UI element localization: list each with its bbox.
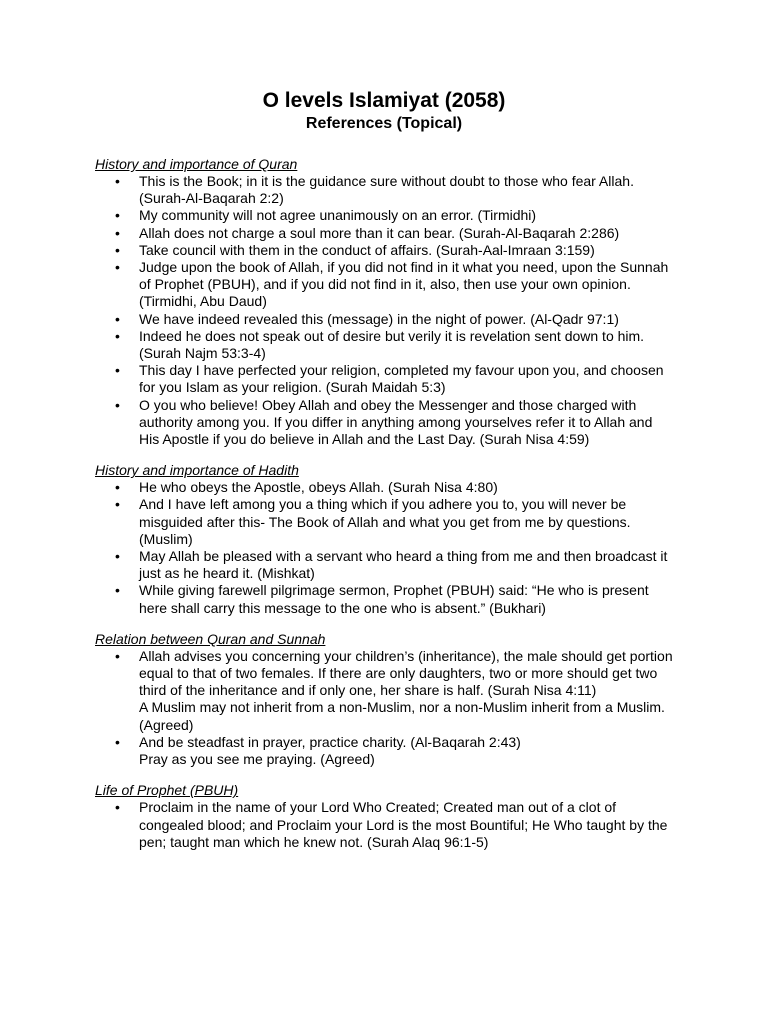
bullet-icon: •: [115, 259, 120, 276]
bullet-icon: •: [115, 548, 120, 565]
list-item-text: Judge upon the book of Allah, if you did not find in it what you need, upon the Sunnah of Prophet (PBUH), and if you did not find in it, also, then use your own opinion. (Tirmidhi, Abu Daud): [139, 259, 669, 310]
section: [95, 462, 675, 617]
bullet-icon: •: [115, 496, 120, 513]
list-item-text: Allah advises you concerning your children’s (inheritance), the male should get portion equal to that of two females. If there are only daughters, two or more should get two third of the inheritance and if only one, her share is half. (Surah Nisa 4:11): [139, 647, 673, 699]
list-item-text: Take council with them in the conduct of affairs. (Surah-Aal-Imraan 3:159): [139, 241, 595, 258]
list-item: [95, 479, 675, 496]
list-item-text: This is the Book; in it is the guidance sure without doubt to those who fear Allah. (Surah-Al-Baqarah 2:2): [139, 173, 634, 207]
list-item: [95, 397, 675, 449]
bullet-icon: •: [115, 396, 120, 413]
list-item-text: This day I have perfected your religion, completed my favour upon you, and choosen for you Islam as your religion. (Surah Maidah 5:3): [139, 362, 664, 396]
list-item: [95, 582, 675, 616]
list-item: [95, 311, 675, 328]
list-item: [95, 548, 675, 582]
list-item-text: Pray as you see me praying. (Agreed): [139, 751, 375, 768]
list-item: [95, 259, 675, 311]
section-heading: History and importance of Hadith: [95, 462, 299, 479]
bullet-icon: •: [115, 327, 120, 344]
list-item-text: He who obeys the Apostle, obeys Allah. (Surah Nisa 4:80): [139, 479, 498, 496]
section: [95, 631, 675, 768]
document-title: O levels Islamiyat (2058): [262, 89, 506, 112]
bullet-list: [95, 799, 675, 851]
list-item-text: A Muslim may not inherit from a non-Muslim, nor a non-Muslim inherit from a Muslim. (Agreed): [139, 699, 665, 733]
document-subtitle: References (Topical): [305, 115, 463, 132]
bullet-icon: •: [115, 224, 120, 241]
bullet-icon: •: [115, 362, 120, 379]
list-item-text: While giving farewell pilgrimage sermon, Prophet (PBUH) said: “He who is present here shall carry this message to the one who is absent.” (Bukhari): [139, 582, 649, 616]
list-item-text: And be steadfast in prayer, practice charity. (Al-Baqarah 2:43): [139, 733, 521, 750]
section-heading: Life of Prophet (PBUH): [95, 782, 239, 799]
list-item-text: And I have left among you a thing which if you adhere you to, you will never be misguided after this- The Book of Allah and what you get from me by questions. (Muslim): [139, 496, 631, 547]
list-item: [95, 225, 675, 242]
bullet-icon: •: [115, 173, 120, 189]
list-item-text: My community will not agree unanimously on an error. (Tirmidhi): [139, 207, 537, 224]
bullet-icon: •: [115, 733, 120, 750]
list-item-text: O you who believe! Obey Allah and obey the Messenger and those charged with authority among you. If you differ in anything among yourselves refer it to Allah and His Apostle if you do believe in Allah and the Last Day. (Surah Nisa 4:59): [139, 396, 653, 448]
list-item-text: We have indeed revealed this (message) in the night of power. (Al-Qadr 97:1): [139, 310, 619, 327]
bullet-icon: •: [115, 479, 120, 496]
bullet-list: [95, 479, 675, 617]
section: [95, 156, 675, 448]
list-item: [95, 734, 675, 768]
list-item-text: Indeed he does not speak out of desire but verily it is revelation sent down to him. (Surah Najm 53:3-4): [139, 327, 645, 362]
list-item: [95, 173, 675, 207]
bullet-icon: •: [115, 310, 120, 327]
list-item-text: Allah does not charge a soul more than it can bear. (Surah-Al-Baqarah 2:286): [139, 224, 620, 241]
bullet-icon: •: [115, 799, 120, 816]
list-item: [95, 328, 675, 362]
bullet-icon: •: [115, 207, 120, 224]
list-item: [95, 207, 675, 224]
section-heading: Relation between Quran and Sunnah: [95, 630, 326, 647]
bullet-icon: •: [115, 582, 120, 599]
list-item: [95, 496, 675, 548]
bullet-icon: •: [115, 241, 120, 258]
bullet-list: [95, 173, 675, 448]
section-heading: History and importance of Quran: [95, 156, 298, 172]
bullet-icon: •: [115, 647, 120, 664]
list-item-text: May Allah be pleased with a servant who heard a thing from me and then broadcast it just as he heard it. (Mishkat): [139, 548, 668, 582]
list-item: [95, 648, 675, 734]
list-item: [95, 362, 675, 396]
list-item: [95, 799, 675, 851]
bullet-list: [95, 648, 675, 768]
section: [95, 782, 675, 851]
title-block: [0, 88, 768, 134]
list-item: [95, 242, 675, 259]
list-item-text: Proclaim in the name of your Lord Who Created; Created man out of a clot of congealed blood; and Proclaim your Lord is the most Bountiful; He Who taught by the pen; taught man which he knew not. (Surah Alaq 96:1-5): [139, 799, 668, 850]
document-content: [95, 156, 675, 865]
